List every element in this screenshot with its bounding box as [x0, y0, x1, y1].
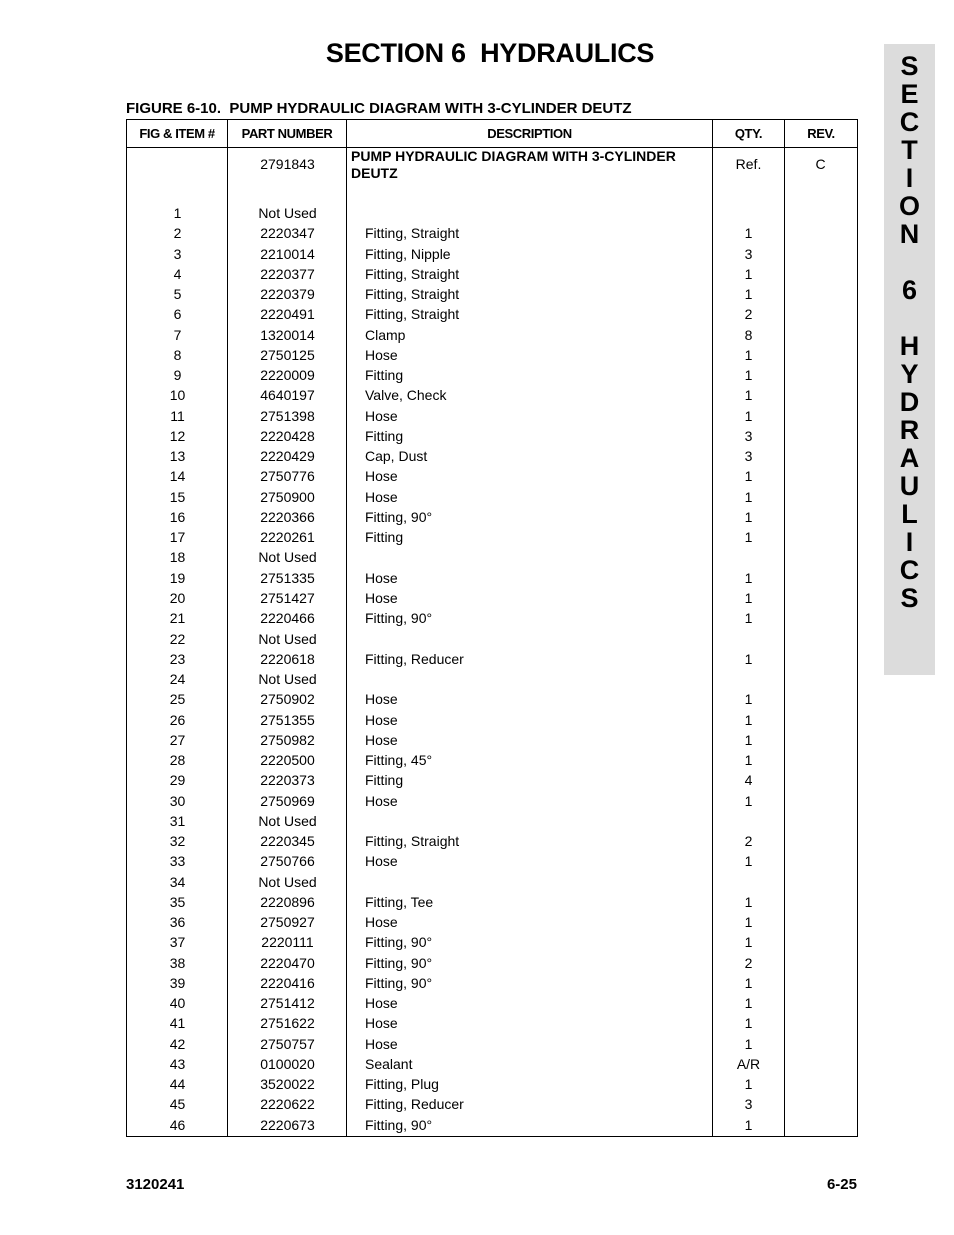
quantity: 2: [744, 833, 753, 850]
quantity: 1: [744, 1035, 753, 1052]
item-number: 31: [169, 812, 186, 829]
table-row: [127, 527, 857, 547]
item-number: 23: [169, 650, 186, 667]
side-tab-letter: I: [905, 527, 914, 557]
quantity: 1: [744, 407, 753, 424]
quantity: 1: [744, 1015, 753, 1032]
side-tab-letter: O: [898, 191, 920, 221]
table-row: [127, 426, 857, 446]
table-row: [127, 264, 857, 284]
quantity: 1: [744, 995, 753, 1012]
description: Hose: [365, 569, 398, 586]
page-title: SECTION 6 HYDRAULICS: [325, 38, 655, 68]
figure-title: FIGURE 6-10. PUMP HYDRAULIC DIAGRAM WITH 3-CYLINDER DEUTZ: [126, 100, 632, 117]
item-number: 45: [169, 1096, 186, 1113]
table-row: [127, 1094, 857, 1114]
description: Hose: [365, 407, 398, 424]
table-row: [127, 750, 857, 770]
table-row: [127, 203, 857, 223]
part-number: 2750766: [260, 853, 315, 870]
part-number: Not Used: [258, 671, 317, 687]
part-number: 2220345: [260, 833, 315, 850]
assembly-row: [127, 148, 857, 188]
table-row: [127, 588, 857, 608]
side-tab-letter: A: [899, 443, 920, 473]
table-header: [127, 120, 857, 148]
item-number: 25: [169, 691, 186, 708]
quantity: 1: [744, 934, 753, 951]
item-number: 22: [169, 630, 186, 647]
quantity: 1: [744, 387, 753, 404]
table-row: [127, 932, 857, 952]
description: Hose: [365, 589, 398, 606]
assembly-part-number: 2791843: [260, 156, 315, 172]
quantity: 1: [744, 853, 753, 870]
item-number: 9: [173, 367, 182, 384]
header-fig-item: FIG & ITEM #: [139, 126, 215, 141]
part-number: 2220379: [260, 286, 315, 302]
description: Fitting, Nipple: [365, 245, 451, 262]
quantity: 3: [744, 1096, 753, 1113]
part-number: 2750927: [260, 914, 315, 931]
part-number: 2220466: [260, 610, 315, 627]
part-number: 2220009: [260, 367, 315, 384]
side-tab-gap: [884, 304, 935, 332]
item-number: 41: [169, 1015, 186, 1032]
side-tab-letter: D: [899, 387, 920, 417]
side-tab-letter: R: [899, 415, 920, 445]
side-tab-letter: U: [899, 471, 920, 501]
side-tab-letter: C: [899, 555, 920, 585]
item-number: 4: [173, 265, 182, 282]
item-number: 8: [173, 346, 182, 363]
table-row: [127, 1054, 857, 1074]
table-row: [127, 487, 857, 507]
section-side-tab: [884, 44, 935, 675]
table-row: [127, 629, 857, 649]
quantity: 1: [744, 225, 753, 242]
part-number: 2220429: [260, 448, 315, 465]
item-number: 32: [169, 833, 186, 850]
part-number: 2751355: [260, 711, 315, 728]
table-row: [127, 446, 857, 466]
description: Fitting, Reducer: [365, 1096, 464, 1113]
assembly-rev: C: [815, 156, 826, 172]
item-number: 33: [169, 853, 186, 870]
description: Hose: [365, 1035, 398, 1052]
description: Fitting, Straight: [365, 306, 460, 323]
quantity: 4: [744, 772, 753, 789]
quantity: 1: [744, 752, 753, 768]
table-row: [127, 669, 857, 689]
description: Hose: [365, 995, 398, 1012]
part-number: 2750902: [260, 691, 315, 708]
header-qty: QTY.: [734, 126, 763, 141]
table-row: [127, 892, 857, 912]
table-row: [127, 547, 857, 567]
part-number: Not Used: [258, 812, 317, 829]
part-number: 2750776: [260, 468, 315, 485]
table-row: [127, 1034, 857, 1054]
part-number: 2751335: [260, 569, 315, 586]
header-rev: REV.: [807, 126, 835, 141]
part-number: Not Used: [258, 630, 317, 647]
item-number: 5: [173, 286, 182, 302]
quantity: 1: [744, 589, 753, 606]
quantity: 1: [744, 691, 753, 708]
part-number: 2750969: [260, 792, 315, 809]
description: Fitting, Plug: [365, 1076, 439, 1093]
part-number: 2750900: [260, 488, 315, 505]
item-number: 35: [169, 893, 186, 910]
table-row: [127, 223, 857, 243]
table-row: [127, 568, 857, 588]
quantity: 1: [744, 529, 753, 546]
part-number: 2220111: [261, 934, 314, 951]
part-number: 2751412: [260, 995, 315, 1012]
description: Fitting, Reducer: [365, 650, 464, 667]
description: Fitting, Straight: [365, 286, 460, 302]
header-description: DESCRIPTION: [487, 126, 572, 141]
quantity: 1: [744, 974, 753, 991]
table-row: [127, 466, 857, 486]
item-number: 6: [173, 306, 182, 323]
part-number: 2220896: [260, 893, 315, 910]
description: Fitting, 90°: [365, 934, 433, 951]
table-row: [127, 1115, 857, 1135]
table-row: [127, 791, 857, 811]
table-row: [127, 284, 857, 304]
table-row: [127, 325, 857, 345]
item-number: 10: [169, 387, 186, 404]
description: Hose: [365, 488, 398, 505]
quantity: 1: [744, 468, 753, 485]
description: Hose: [365, 468, 398, 485]
item-number: 21: [169, 610, 186, 627]
description: Hose: [365, 914, 398, 931]
table-row: [127, 649, 857, 669]
part-number: 2220366: [260, 508, 315, 525]
table-row: [127, 345, 857, 365]
item-number: 13: [169, 448, 186, 465]
item-number: 46: [169, 1116, 186, 1133]
description: Fitting, 90°: [365, 974, 433, 991]
item-number: 24: [169, 671, 186, 687]
quantity: 1: [744, 1076, 753, 1093]
description: Hose: [365, 792, 398, 809]
table-row: [127, 406, 857, 426]
part-number: 2220428: [260, 427, 315, 444]
description: Fitting, Straight: [365, 833, 460, 850]
quantity: 1: [744, 792, 753, 809]
part-number: 2220470: [260, 954, 315, 971]
item-number: 19: [169, 569, 186, 586]
item-number: 43: [169, 1055, 186, 1072]
table-row: [127, 1074, 857, 1094]
side-tab-letter: T: [901, 135, 918, 165]
item-number: 20: [169, 589, 186, 606]
document-number: 3120241: [126, 1176, 185, 1193]
item-number: 28: [169, 752, 186, 768]
part-number: 2750757: [260, 1035, 315, 1052]
side-tab-letter: 6: [901, 275, 918, 305]
description: Hose: [365, 691, 398, 708]
part-number: 1320014: [260, 326, 315, 343]
description: Sealant: [365, 1055, 413, 1072]
side-tab-letter: L: [901, 499, 918, 529]
description: Fitting, Straight: [365, 265, 460, 282]
table-row: [127, 710, 857, 730]
part-number: 2220377: [260, 265, 315, 282]
quantity: 1: [744, 508, 753, 525]
table-row: [127, 507, 857, 527]
quantity: 1: [744, 1116, 753, 1133]
table-row: [127, 872, 857, 892]
quantity: 1: [744, 265, 753, 282]
quantity: 1: [744, 650, 753, 667]
table-row: [127, 973, 857, 993]
table-row: [127, 912, 857, 932]
part-number: 2750982: [260, 731, 315, 748]
part-number: 2220347: [260, 225, 315, 242]
header-part-number: PART NUMBER: [241, 126, 333, 141]
item-number: 42: [169, 1035, 186, 1052]
side-tab-letter: I: [905, 163, 914, 193]
part-number: 2220373: [260, 772, 315, 789]
table-row: [127, 953, 857, 973]
side-tab-letters: [884, 52, 935, 612]
item-number: 11: [170, 407, 185, 424]
part-number: 2220673: [260, 1116, 315, 1133]
quantity: 1: [744, 286, 753, 302]
item-number: 3: [173, 245, 182, 262]
quantity: 3: [744, 427, 753, 444]
description: Fitting, 90°: [365, 508, 433, 525]
side-tab-letter: N: [899, 219, 920, 249]
part-number: Not Used: [258, 873, 317, 890]
table-row: [127, 993, 857, 1013]
table-row: [127, 770, 857, 790]
table-row: [127, 689, 857, 709]
item-number: 26: [169, 711, 186, 728]
description: Fitting: [365, 367, 404, 384]
table-row: [127, 365, 857, 385]
part-number: 2220261: [260, 529, 315, 546]
side-tab-letter: C: [899, 107, 920, 137]
item-number: 39: [169, 974, 186, 991]
item-number: 30: [169, 792, 186, 809]
item-number: 44: [169, 1076, 186, 1093]
item-number: 1: [173, 205, 182, 221]
item-number: 27: [169, 731, 186, 748]
table-row: [127, 304, 857, 324]
part-number: 2220622: [260, 1096, 315, 1113]
quantity: 1: [744, 610, 753, 627]
part-number: 2751427: [260, 589, 315, 606]
table-row: [127, 385, 857, 405]
table-row: [127, 811, 857, 831]
part-number: 2220618: [260, 650, 315, 667]
item-number: 37: [169, 934, 186, 951]
assembly-qty: Ref.: [735, 156, 762, 172]
quantity: 3: [744, 245, 753, 262]
description: Fitting, 90°: [365, 610, 433, 627]
quantity: A/R: [736, 1055, 761, 1072]
part-number: 2220491: [260, 306, 315, 323]
item-number: 2: [173, 225, 182, 242]
quantity: 1: [744, 914, 753, 931]
description: Clamp: [365, 326, 406, 343]
description: Fitting: [365, 427, 404, 444]
description: Valve, Check: [365, 387, 447, 404]
side-tab-letter: E: [900, 79, 919, 109]
description: Fitting: [365, 772, 404, 789]
part-number: 2220500: [260, 752, 315, 768]
item-number: 7: [173, 326, 182, 343]
item-number: 15: [169, 488, 186, 505]
quantity: 1: [744, 711, 753, 728]
side-tab-letter: S: [900, 51, 919, 81]
part-number: 2751622: [260, 1015, 315, 1032]
description: Fitting, Tee: [365, 893, 434, 910]
item-number: 14: [169, 468, 186, 485]
item-number: 18: [169, 549, 186, 566]
description: Fitting, 90°: [365, 1116, 433, 1133]
item-number: 34: [169, 873, 186, 890]
description: Fitting, Straight: [365, 225, 460, 242]
item-number: 17: [169, 529, 186, 546]
description: Hose: [365, 1015, 398, 1032]
description: Fitting: [365, 529, 404, 546]
table-row: [127, 831, 857, 851]
description: Hose: [365, 731, 398, 748]
part-number: 3520022: [260, 1076, 315, 1093]
part-number: Not Used: [258, 549, 317, 566]
item-number: 29: [169, 772, 186, 789]
assembly-description: PUMP HYDRAULIC DIAGRAM WITH 3-CYLINDER DEUTZ: [351, 148, 676, 181]
side-tab-letter: H: [899, 331, 920, 361]
quantity: 1: [744, 731, 753, 748]
side-tab-gap: [884, 248, 935, 276]
quantity: 2: [744, 306, 753, 323]
part-number: 2751398: [260, 407, 315, 424]
item-number: 38: [169, 954, 186, 971]
part-number: 2750125: [260, 346, 315, 363]
item-number: 16: [169, 508, 186, 525]
parts-table: [126, 119, 858, 1137]
item-number: 12: [169, 427, 186, 444]
table-row: [127, 244, 857, 264]
part-number: 4640197: [260, 387, 315, 404]
description: Fitting, 45°: [365, 752, 433, 768]
side-tab-letter: S: [900, 583, 919, 613]
description: Fitting, 90°: [365, 954, 433, 971]
table-row: [127, 730, 857, 750]
side-tab-letter: Y: [900, 359, 919, 389]
quantity: 1: [744, 569, 753, 586]
description: Hose: [365, 853, 398, 870]
table-row: [127, 851, 857, 871]
quantity: 1: [744, 488, 753, 505]
part-number: Not Used: [258, 205, 317, 221]
item-number: 36: [169, 914, 186, 931]
quantity: 3: [744, 448, 753, 465]
table-row: [127, 1013, 857, 1033]
description: Hose: [365, 711, 398, 728]
quantity: 1: [744, 367, 753, 384]
description: Hose: [365, 346, 398, 363]
page-number: 6-25: [826, 1176, 857, 1193]
quantity: 1: [744, 893, 753, 910]
part-number: 2210014: [260, 245, 315, 262]
item-number: 40: [169, 995, 186, 1012]
quantity: 1: [744, 346, 753, 363]
quantity: 2: [744, 954, 753, 971]
description: Cap, Dust: [365, 448, 428, 465]
part-number: 0100020: [260, 1055, 315, 1072]
table-row: [127, 608, 857, 628]
part-number: 2220416: [260, 974, 315, 991]
quantity: 8: [744, 326, 753, 343]
